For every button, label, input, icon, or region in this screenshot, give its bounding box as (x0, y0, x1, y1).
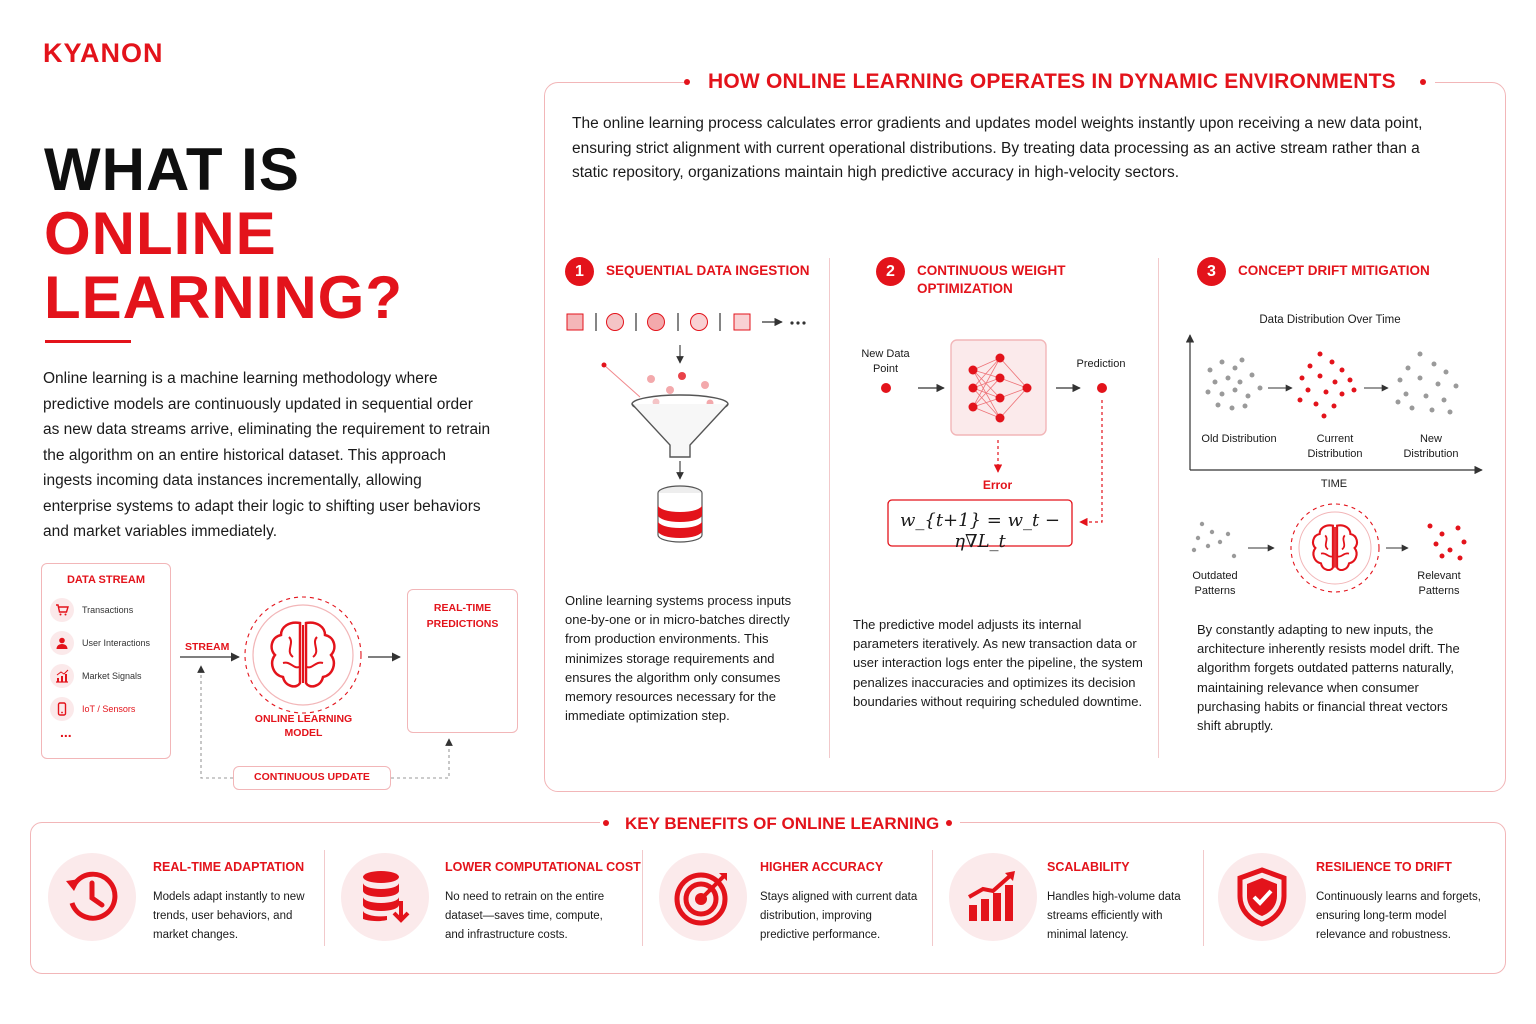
model-label: ONLINE LEARNING MODEL (254, 713, 353, 739)
benefit-title: HIGHER ACCURACY (760, 860, 884, 874)
predictions-box (407, 589, 518, 733)
title-line-3: LEARNING? (44, 264, 403, 331)
weight-update-formula: w_{t+1} = w_t − η∇L_t (899, 510, 1061, 552)
error-label: Error (982, 478, 1013, 492)
hero-intro: Online learning is a machine learning methodology where predictive models are continuously updated in sequential order as new data streams arrive, eliminating the requirement to retrain the algorithm on an entire historical dataset. This approach ingests incoming data instances incrementally, allowing enterprise systems to adapt their logic to shifting user behaviors and market variables immediately. (43, 370, 491, 540)
database-icon (341, 853, 429, 941)
benefits-dot-right (946, 820, 952, 826)
time-axis-label: TIME (1320, 478, 1348, 490)
operations-intro: The online learning process calculates error gradients and updates model weights instantly upon receiving a new data point, ensuring strict alignment with current operational distributions. By treating data processing as an active stream rather than a static repository, organizations maintain high predictive accuracy in high-velocity sectors. (572, 115, 1423, 181)
step-text: Online learning systems process inputs one-by-one or in micro-batches directly from production environments. This minimizes storage requirements and ensures the algorithm only consumes memory resources necessary for the immediate optimization step. (565, 593, 792, 724)
step-2-header (876, 257, 1146, 298)
ingestion-illustration (560, 305, 820, 545)
stream-label: STREAM (185, 641, 230, 653)
column-divider (1158, 258, 1159, 758)
benefit-divider (932, 850, 933, 946)
benefit-text: Continuously learns and forgets, ensuring long-term model relevance and robustness. (1316, 891, 1481, 941)
brand-logo: KYANON (43, 38, 164, 68)
current-distribution-label: Current Distribution (1307, 433, 1363, 460)
benefits-dot-left (603, 820, 609, 826)
title-line-2: ONLINE (44, 200, 277, 267)
step-number: 2 (876, 257, 905, 286)
benefits-title: KEY BENEFITS OF ONLINE LEARNING (625, 814, 940, 833)
growth-chart-icon (949, 853, 1037, 941)
operations-title: HOW ONLINE LEARNING OPERATES IN DYNAMIC ENVIRONMENTS (708, 70, 1396, 93)
more-items: ... (60, 724, 72, 740)
shield-check-icon (1218, 853, 1306, 941)
target-icon (659, 853, 747, 941)
continuous-update-label: CONTINUOUS UPDATE (233, 766, 391, 790)
relevant-patterns-label: Relevant Patterns (1417, 570, 1461, 597)
new-data-point-label: New Data Point (861, 348, 910, 375)
new-distribution-label: New Distribution (1403, 433, 1459, 460)
clock-history-icon (48, 853, 136, 941)
data-stream-title: DATA STREAM (66, 574, 145, 586)
step-title: CONTINUOUS WEIGHT OPTIMIZATION (917, 263, 1066, 296)
benefit-text: Stays aligned with current data distribution, improving predictive performance. (760, 891, 918, 941)
title-dot-right (1420, 79, 1426, 85)
stream-item-label: User Interactions (82, 638, 151, 648)
benefit-text: Models adapt instantly to new trends, user behaviors, and market changes. (153, 891, 305, 941)
benefit-text: Handles high-volume data streams efficiently with minimal latency. (1047, 891, 1181, 941)
stream-item-label: Transactions (82, 605, 134, 615)
distribution-chart-title: Data Distribution Over Time (1259, 314, 1401, 326)
benefit-divider (1203, 850, 1204, 946)
benefit-title: RESILIENCE TO DRIFT (1316, 860, 1452, 874)
old-distribution-label: Old Distribution (1201, 433, 1277, 445)
benefit-title: REAL-TIME ADAPTATION (153, 860, 305, 874)
step-1-header (565, 257, 815, 286)
step-number: 3 (1197, 257, 1226, 286)
step-text: The predictive model adjusts its internal parameters iteratively. As new transaction data or user interaction logs enter the pipeline, the system penalizes inaccuracies and optimizes its decision boundaries without requiring scheduled downtime. (853, 617, 1143, 709)
step-title: SEQUENTIAL DATA INGESTION (606, 263, 810, 278)
benefit-divider (642, 850, 643, 946)
drift-illustration (1180, 330, 1490, 610)
benefit-text: No need to retrain on the entire dataset—saves time, compute, and infrastructure costs. (445, 891, 605, 941)
step-text: By constantly adapting to new inputs, the architecture inherently resists model drift. The algorithm forgets outdated patterns naturally, maintaining relevance when consumer purchasing habits or financial threat vectors shift abruptly. (1197, 622, 1460, 734)
step-3-header (1197, 257, 1477, 286)
benefit-title: LOWER COMPUTATIONAL COST (445, 860, 641, 874)
benefit-title: SCALABILITY (1047, 860, 1130, 874)
benefit-divider (324, 850, 325, 946)
stream-item-label: Market Signals (82, 671, 142, 681)
prediction-label: Prediction (1076, 358, 1126, 370)
stream-item-label: IoT / Sensors (82, 704, 136, 714)
step-number: 1 (565, 257, 594, 286)
predictions-title: REAL-TIME PREDICTIONS (426, 602, 499, 630)
title-line-1: WHAT IS (44, 136, 300, 203)
column-divider (829, 258, 830, 758)
title-dot-left (684, 79, 690, 85)
step-title: CONCEPT DRIFT MITIGATION (1238, 263, 1430, 278)
outdated-patterns-label: Outdated Patterns (1192, 570, 1238, 597)
